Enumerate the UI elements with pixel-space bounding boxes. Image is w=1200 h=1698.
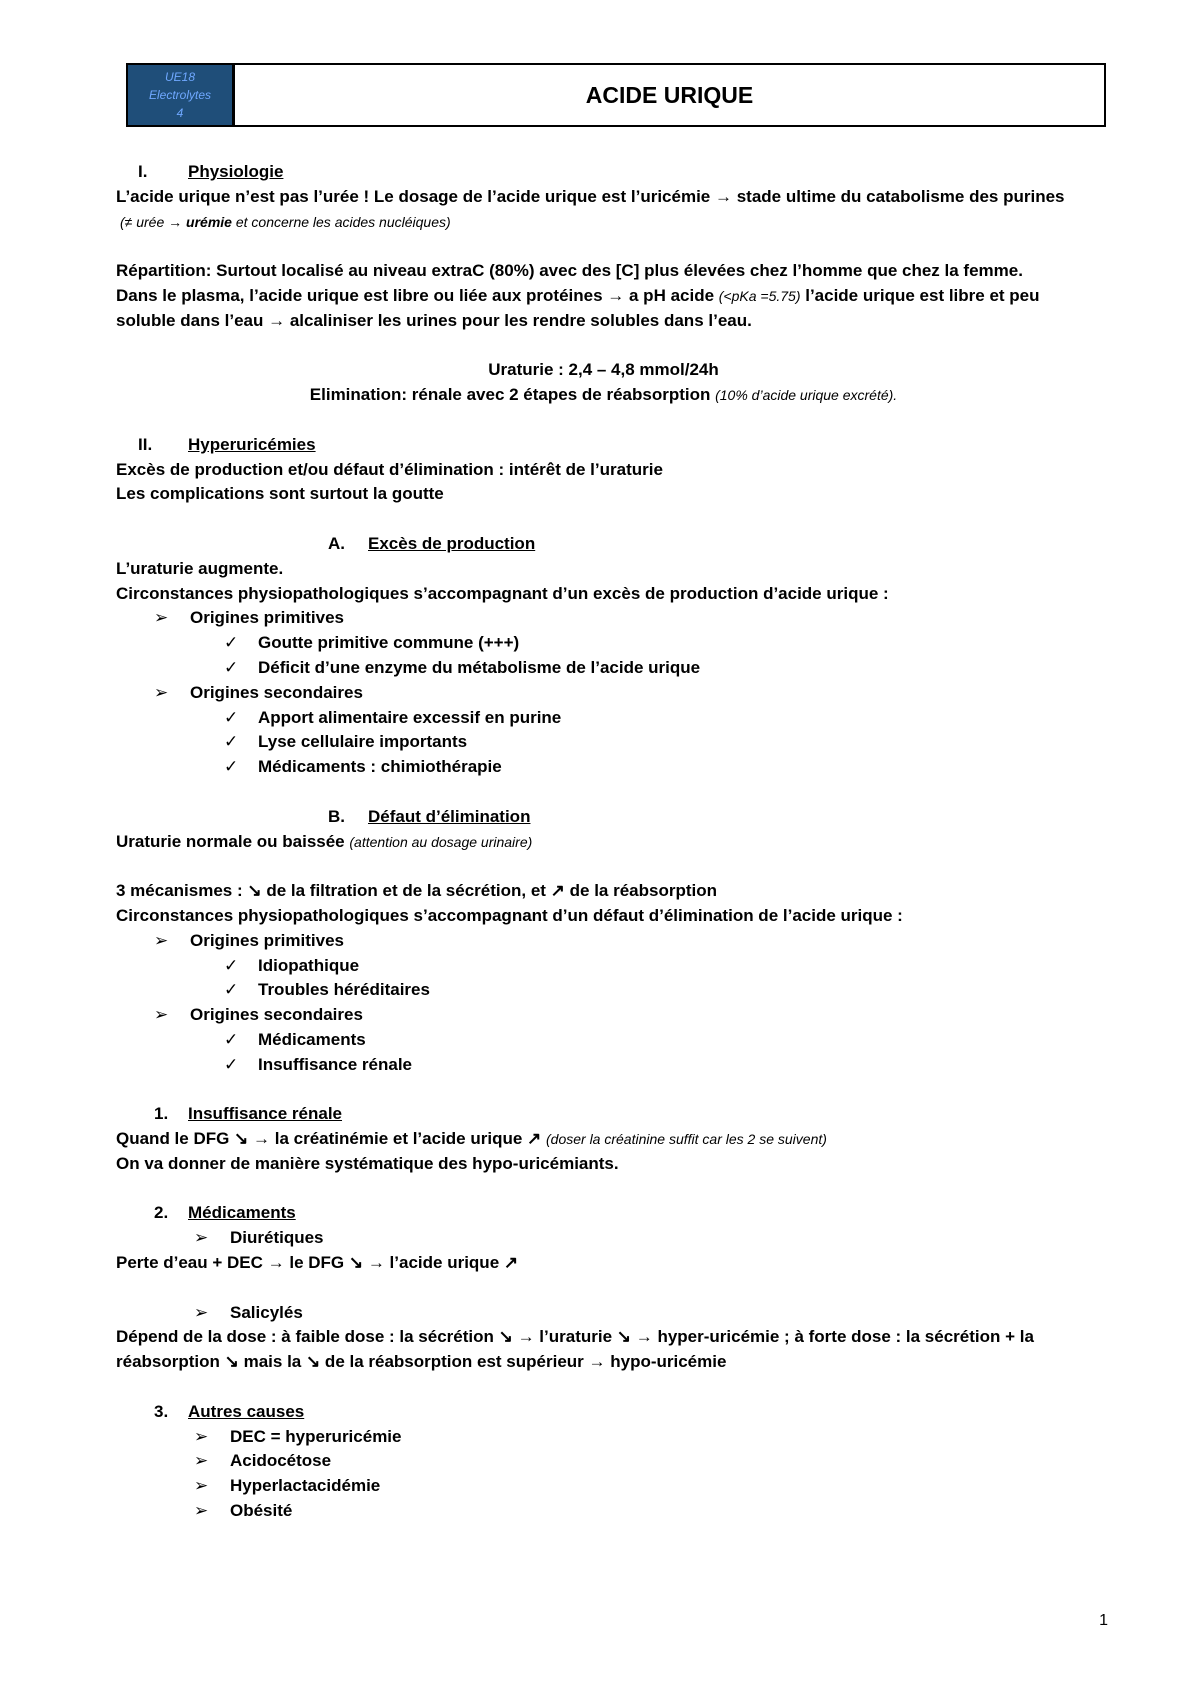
list-item: ✓ Lyse cellulaire importants — [116, 730, 1091, 755]
paragraph: Circonstances physiopathologiques s’accompagnant d’un défaut d’élimination de l’acide urique : — [116, 905, 903, 925]
list-item: ➢ Origines primitives — [116, 929, 1091, 954]
paragraph: Quand le DFG ↘ → la créatinémie et l’acide urique ↗ (doser la créatinine suffit car les 2 se suivent) — [116, 1129, 827, 1149]
paragraph: L’uraturie augmente. — [116, 558, 284, 578]
numbered-heading-autres-causes: 3. Autres causes — [154, 1401, 305, 1421]
paragraph: On va donner de manière systématique des hypo-uricémiants. — [116, 1153, 619, 1173]
list-item: ➢ Acidocétose — [116, 1449, 1091, 1474]
list-item: ✓ Troubles héréditaires — [116, 978, 1091, 1003]
arrow-bullet-icon: ➢ — [194, 1476, 209, 1496]
list-item: ✓ Insuffisance rénale — [116, 1053, 1091, 1078]
paragraph: Les complications sont surtout la goutte — [116, 484, 444, 504]
list-item: ➢ Hyperlactacidémie — [116, 1474, 1091, 1499]
note: (≠ urée → urémie et concerne les acides nucléiques) — [120, 213, 451, 230]
arrow-bullet-icon: ➢ — [194, 1302, 209, 1322]
numbered-heading-insuffisance: 1. Insuffisance rénale — [154, 1104, 343, 1124]
check-icon: ✓ — [224, 757, 239, 777]
arrow-bullet-icon: ➢ — [194, 1451, 209, 1471]
check-icon: ✓ — [224, 732, 239, 752]
list-item: ➢ Salicylés — [116, 1301, 1091, 1326]
list-item: ✓ Apport alimentaire excessif en purine — [116, 706, 1091, 731]
check-icon: ✓ — [224, 1029, 239, 1049]
list-item: ✓ Déficit d’une enzyme du métabolisme de l’acide urique — [116, 656, 1091, 681]
check-icon: ✓ — [224, 633, 239, 653]
badge-number: 4 — [176, 106, 184, 120]
section-heading-physiologie: I. Physiologie — [138, 162, 284, 181]
arrow-bullet-icon: ➢ — [154, 1005, 169, 1025]
check-icon: ✓ — [224, 980, 239, 1000]
list-item: ✓ Idiopathique — [116, 954, 1091, 979]
list-item: ✓ Médicaments : chimiothérapie — [116, 755, 1091, 780]
list-item: ✓ Médicaments — [116, 1028, 1091, 1053]
paragraph: Dépend de la dose : à faible dose : la sécrétion ↘ → l’uraturie ↘ → hyper-uricémie ; à forte dose : la sécrétion + la réabsorption ↘ mais la ↘ de la réabsorption est supérieur → hypo-uricémie — [116, 1327, 1034, 1372]
paragraph: Uraturie normale ou baissée (attention au dosage urinaire) — [116, 831, 533, 851]
check-icon: ✓ — [224, 657, 239, 677]
subsection-heading-defaut: B. Défaut d’élimination — [328, 806, 531, 826]
arrow-bullet-icon: ➢ — [194, 1426, 209, 1446]
numbered-heading-medicaments: 2. Médicaments — [154, 1203, 296, 1223]
paragraph: Excès de production et/ou défaut d’élimination : intérêt de l’uraturie — [116, 459, 663, 479]
paragraph: Répartition: Surtout localisé au niveau extraC (80%) avec des [C] plus élevées chez l’homme que chez la femme. — [116, 261, 1023, 281]
check-icon: ✓ — [224, 1054, 239, 1074]
elimination-line: Elimination: rénale avec 2 étapes de réabsorption (10% d’acide urique excrété). — [309, 385, 898, 405]
badge-topic: Electrolytes — [148, 88, 212, 102]
course-badge — [128, 65, 235, 125]
arrow-bullet-icon: ➢ — [154, 930, 169, 950]
subsection-heading-exces: A. Excès de production — [328, 533, 536, 553]
document-header — [126, 63, 1106, 127]
list-item: ✓ Goutte primitive commune (+++) — [116, 631, 1091, 656]
list-item: ➢ Origines secondaires — [116, 1003, 1091, 1028]
list-item: ➢ Origines secondaires — [116, 681, 1091, 706]
list-item: ➢ DEC = hyperuricémie — [116, 1425, 1091, 1450]
paragraph: Perte d’eau + DEC → le DFG ↘ → l’acide urique ↗ — [116, 1253, 519, 1273]
section-heading-hyperuricemies: II. Hyperuricémies — [138, 434, 316, 454]
list-item: ➢ Obésité — [116, 1499, 1091, 1524]
arrow-bullet-icon: ➢ — [194, 1228, 209, 1248]
page-title: ACIDE URIQUE — [585, 81, 754, 108]
check-icon: ✓ — [224, 955, 239, 975]
arrow-bullet-icon: ➢ — [154, 682, 169, 702]
page-number: 1 — [1099, 1612, 1108, 1629]
arrow-bullet-icon: ➢ — [194, 1501, 209, 1521]
list-item: ➢ Origines primitives — [116, 606, 1091, 631]
paragraph: Dans le plasma, l’acide urique est libre ou liée aux protéines → a pH acide (<pKa =5.75) l’acide urique est libre et peu soluble dans l’eau → alcaliniser les urines pour les rendre solubles dans l’eau. — [116, 285, 1040, 330]
paragraph: L’acide urique n’est pas l’urée ! Le dosage de l’acide urique est l’uricémie → stade ultime du catabolisme des purines — [116, 186, 1065, 206]
document-body — [116, 160, 1091, 1524]
uraturie-value: Uraturie : 2,4 – 4,8 mmol/24h — [488, 360, 719, 380]
paragraph: 3 mécanismes : ↘ de la filtration et de la sécrétion, et ↗ de la réabsorption — [116, 881, 718, 901]
arrow-bullet-icon: ➢ — [154, 608, 169, 628]
badge-course: UE18 — [164, 70, 196, 84]
check-icon: ✓ — [224, 707, 239, 727]
list-item: ➢ Diurétiques — [116, 1226, 1091, 1251]
paragraph: Circonstances physiopathologiques s’accompagnant d’un excès de production d’acide urique : — [116, 583, 889, 603]
